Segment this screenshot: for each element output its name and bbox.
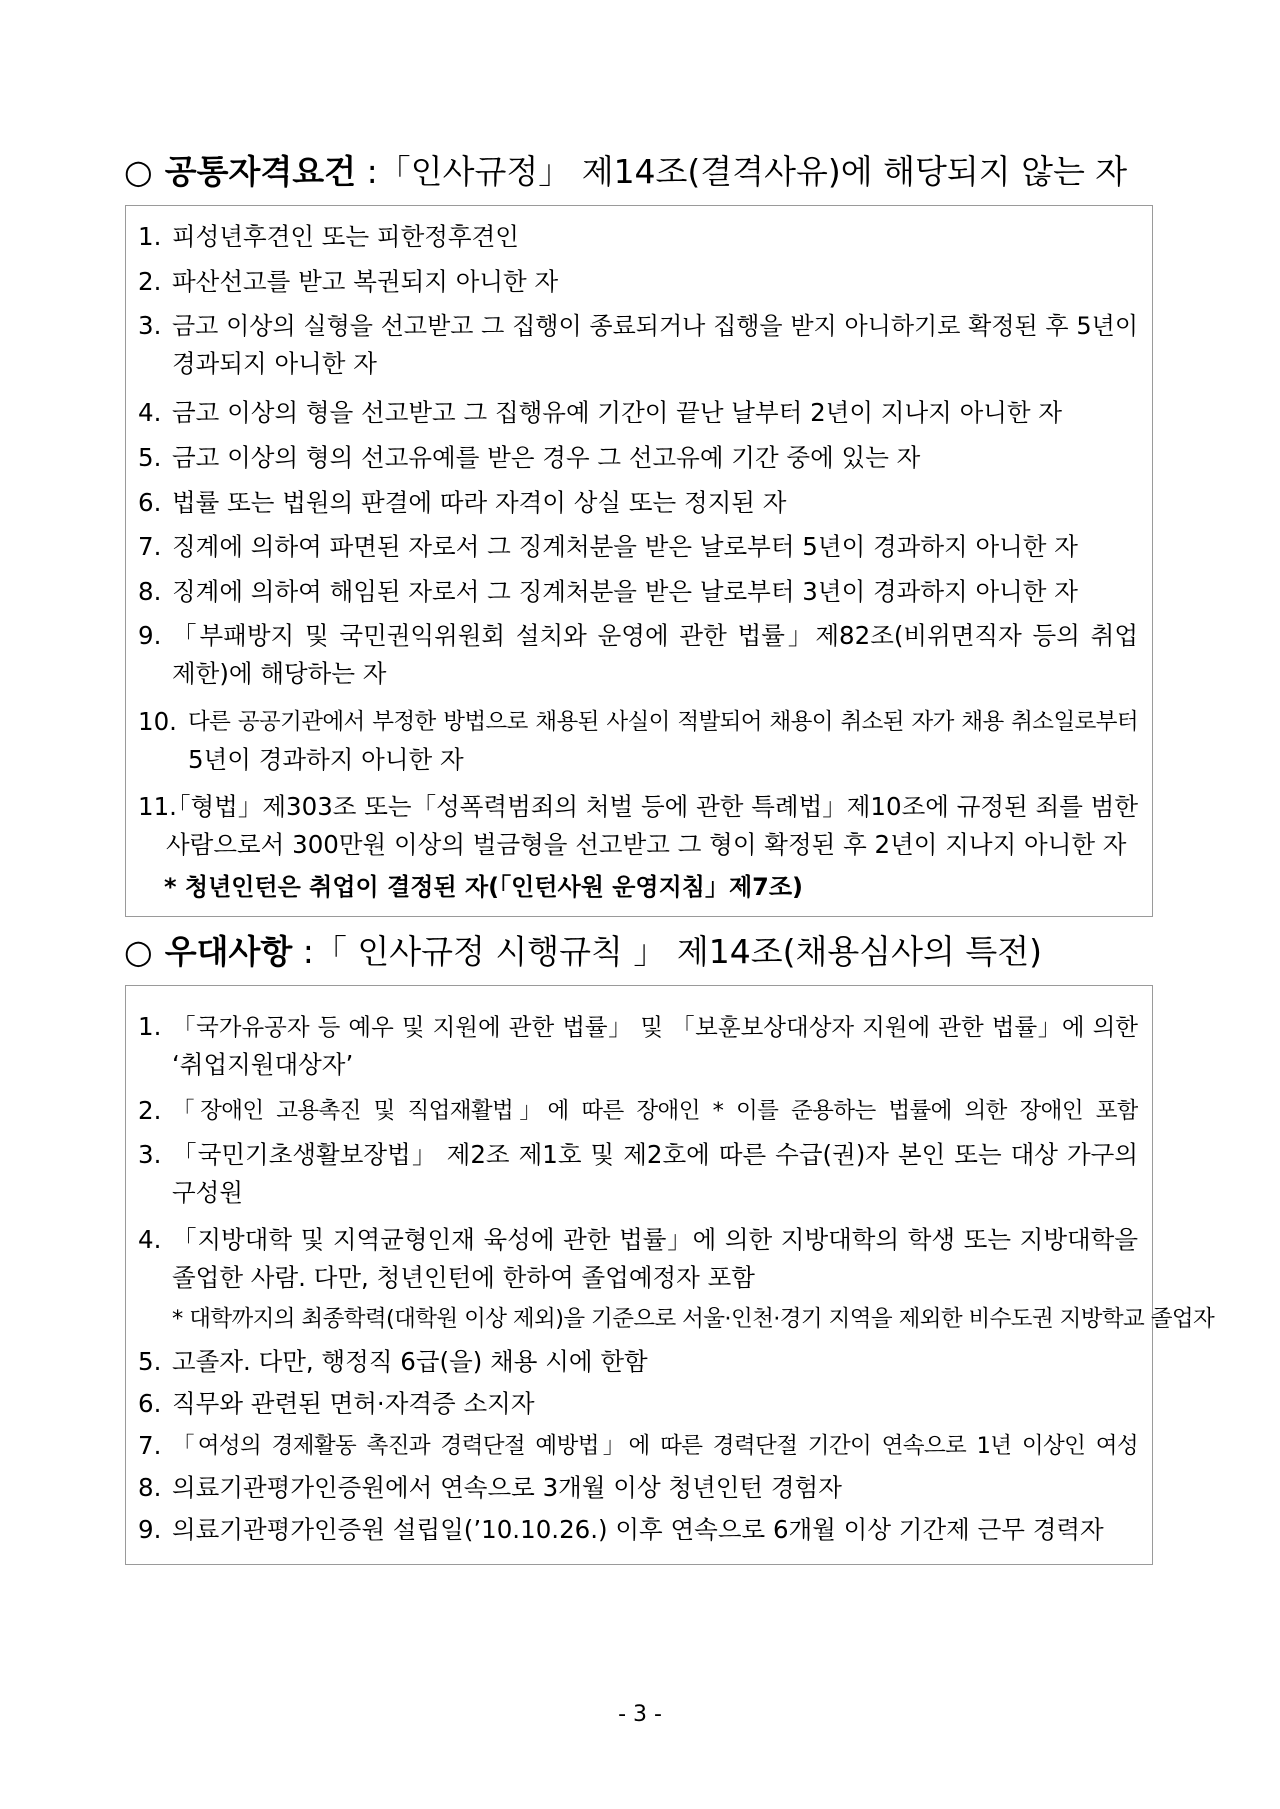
circle-bullet-icon: ○ bbox=[124, 152, 153, 191]
item-text: 「국가유공자 등 예우 및 지원에 관한 법률」 및 「보훈보상대상자 지원에 관한 법률」에 의한 bbox=[172, 1013, 1138, 1041]
item-number: 6. bbox=[138, 488, 162, 517]
item-text: 직무와 관련된 면허·자격증 소지자 bbox=[172, 1389, 535, 1418]
section1-note: * 청년인턴은 취업이 결정된 자(「인턴사원 운영지침」제7조) bbox=[164, 873, 804, 901]
item-text: 「여성의 경제활동 촉진과 경력단절 예방법」에 따른 경력단절 기간이 연속으로 1년 이상인 여성 bbox=[172, 1433, 1138, 1459]
item-number: 5. bbox=[138, 1347, 162, 1376]
item-text: 피성년후견인 또는 피한정후견인 bbox=[172, 222, 519, 251]
item-number: 4. bbox=[138, 1225, 162, 1254]
item-number: 2. bbox=[138, 1096, 162, 1125]
item-number: 7. bbox=[138, 1431, 162, 1460]
item-number: 1. bbox=[138, 1012, 162, 1041]
item-text: 징계에 의하여 해임된 자로서 그 징계처분을 받은 날로부터 3년이 경과하지 아니한 자 bbox=[172, 577, 1078, 606]
item-text: 「형법」제303조 또는「성폭력범죄의 처벌 등에 관한 특례법」제10조에 규정된 죄를 범한 bbox=[166, 792, 1138, 821]
section2-key: 우대사항 bbox=[164, 932, 293, 971]
item-text: 금고 이상의 실형을 선고받고 그 집행이 종료되거나 집행을 받지 아니하기로 확정된 후 5년이 bbox=[172, 312, 1138, 340]
item-number: 11. bbox=[138, 792, 177, 821]
item-text-continued: 사람으로서 300만원 이상의 벌금형을 선고받고 그 형이 확정된 후 2년이 지나지 아니한 자 bbox=[166, 830, 1127, 859]
item-text: 금고 이상의 형의 선고유예를 받은 경우 그 선고유예 기간 중에 있는 자 bbox=[172, 443, 921, 472]
item-text-continued: 5년이 경과하지 아니한 자 bbox=[188, 745, 464, 774]
item-number: 5. bbox=[138, 443, 162, 472]
item-text: 법률 또는 법원의 판결에 따라 자격이 상실 또는 정지된 자 bbox=[172, 488, 787, 517]
item-number: 9. bbox=[138, 1515, 162, 1544]
item-text: 다른 공공기관에서 부정한 방법으로 채용된 사실이 적발되어 채용이 취소된 자가 채용 취소일로부터 bbox=[188, 709, 1138, 735]
item-text-continued: 구성원 bbox=[172, 1178, 244, 1207]
item-number: 3. bbox=[138, 1140, 162, 1169]
item-text-continued: 경과되지 아니한 자 bbox=[172, 349, 377, 378]
section1-key: 공통자격요건 bbox=[164, 152, 357, 191]
item-text: 의료기관평가인증원에서 연속으로 3개월 이상 청년인턴 경험자 bbox=[172, 1473, 842, 1502]
item-text: 파산선고를 받고 복권되지 아니한 자 bbox=[172, 267, 559, 296]
section1-heading bbox=[124, 150, 1127, 194]
item-number: 1. bbox=[138, 222, 162, 251]
item-number: 4. bbox=[138, 398, 162, 427]
item-text: 「지방대학 및 지역균형인재 육성에 관한 법률」에 의한 지방대학의 학생 또는 지방대학을 bbox=[172, 1225, 1138, 1254]
item-number: 3. bbox=[138, 311, 162, 340]
item-number: 8. bbox=[138, 577, 162, 606]
section2-box bbox=[125, 985, 1215, 1565]
item-text: 「국민기초생활보장법」 제2조 제1호 및 제2호에 따른 수급(권)자 본인 또는 대상 가구의 bbox=[172, 1140, 1138, 1169]
item-text-continued: 제한)에 해당하는 자 bbox=[172, 659, 387, 688]
section1-box bbox=[125, 205, 1153, 917]
section2-title-rest: :「 인사규정 시행규칙 」 제14조(채용심사의 특전) bbox=[292, 932, 1043, 971]
item-text-continued: 졸업한 사람. 다만, 청년인턴에 한하여 졸업예정자 포함 bbox=[172, 1263, 755, 1292]
section1-title-rest: :「인사규정」 제14조(결격사유)에 해당되지 않는 자 bbox=[356, 152, 1128, 191]
section2-item4-note: * 대학까지의 최종학력(대학원 이상 제외)을 기준으로 서울·인천·경기 지역을 제외한 비수도권 지방학교 졸업자 bbox=[172, 1306, 1215, 1332]
item-number: 9. bbox=[138, 621, 162, 650]
item-text: 고졸자. 다만, 행정직 6급(을) 채용 시에 한함 bbox=[172, 1347, 648, 1376]
item-number: 8. bbox=[138, 1473, 162, 1502]
item-number: 7. bbox=[138, 532, 162, 561]
circle-bullet-icon: ○ bbox=[124, 932, 153, 971]
page-number: - 3 - bbox=[618, 1702, 662, 1727]
item-number: 2. bbox=[138, 267, 162, 296]
item-number: 10. bbox=[138, 707, 177, 736]
item-text-continued: ‘취업지원대상자’ bbox=[172, 1050, 354, 1079]
item-text: 「장애인 고용촉진 및 직업재활법」에 따른 장애인 * 이를 준용하는 법률에 의한 장애인 포함 bbox=[172, 1098, 1138, 1124]
item-number: 6. bbox=[138, 1389, 162, 1418]
section2-heading bbox=[124, 930, 1042, 974]
item-text: 의료기관평가인증원 설립일(’10.10.26.) 이후 연속으로 6개월 이상 기간제 근무 경력자 bbox=[172, 1515, 1104, 1544]
item-text: 「부패방지 및 국민권익위원회 설치와 운영에 관한 법률」제82조(비위면직자 등의 취업 bbox=[172, 621, 1138, 650]
item-text: 징계에 의하여 파면된 자로서 그 징계처분을 받은 날로부터 5년이 경과하지 아니한 자 bbox=[172, 532, 1078, 561]
item-text: 금고 이상의 형을 선고받고 그 집행유예 기간이 끝난 날부터 2년이 지나지 아니한 자 bbox=[172, 398, 1063, 427]
